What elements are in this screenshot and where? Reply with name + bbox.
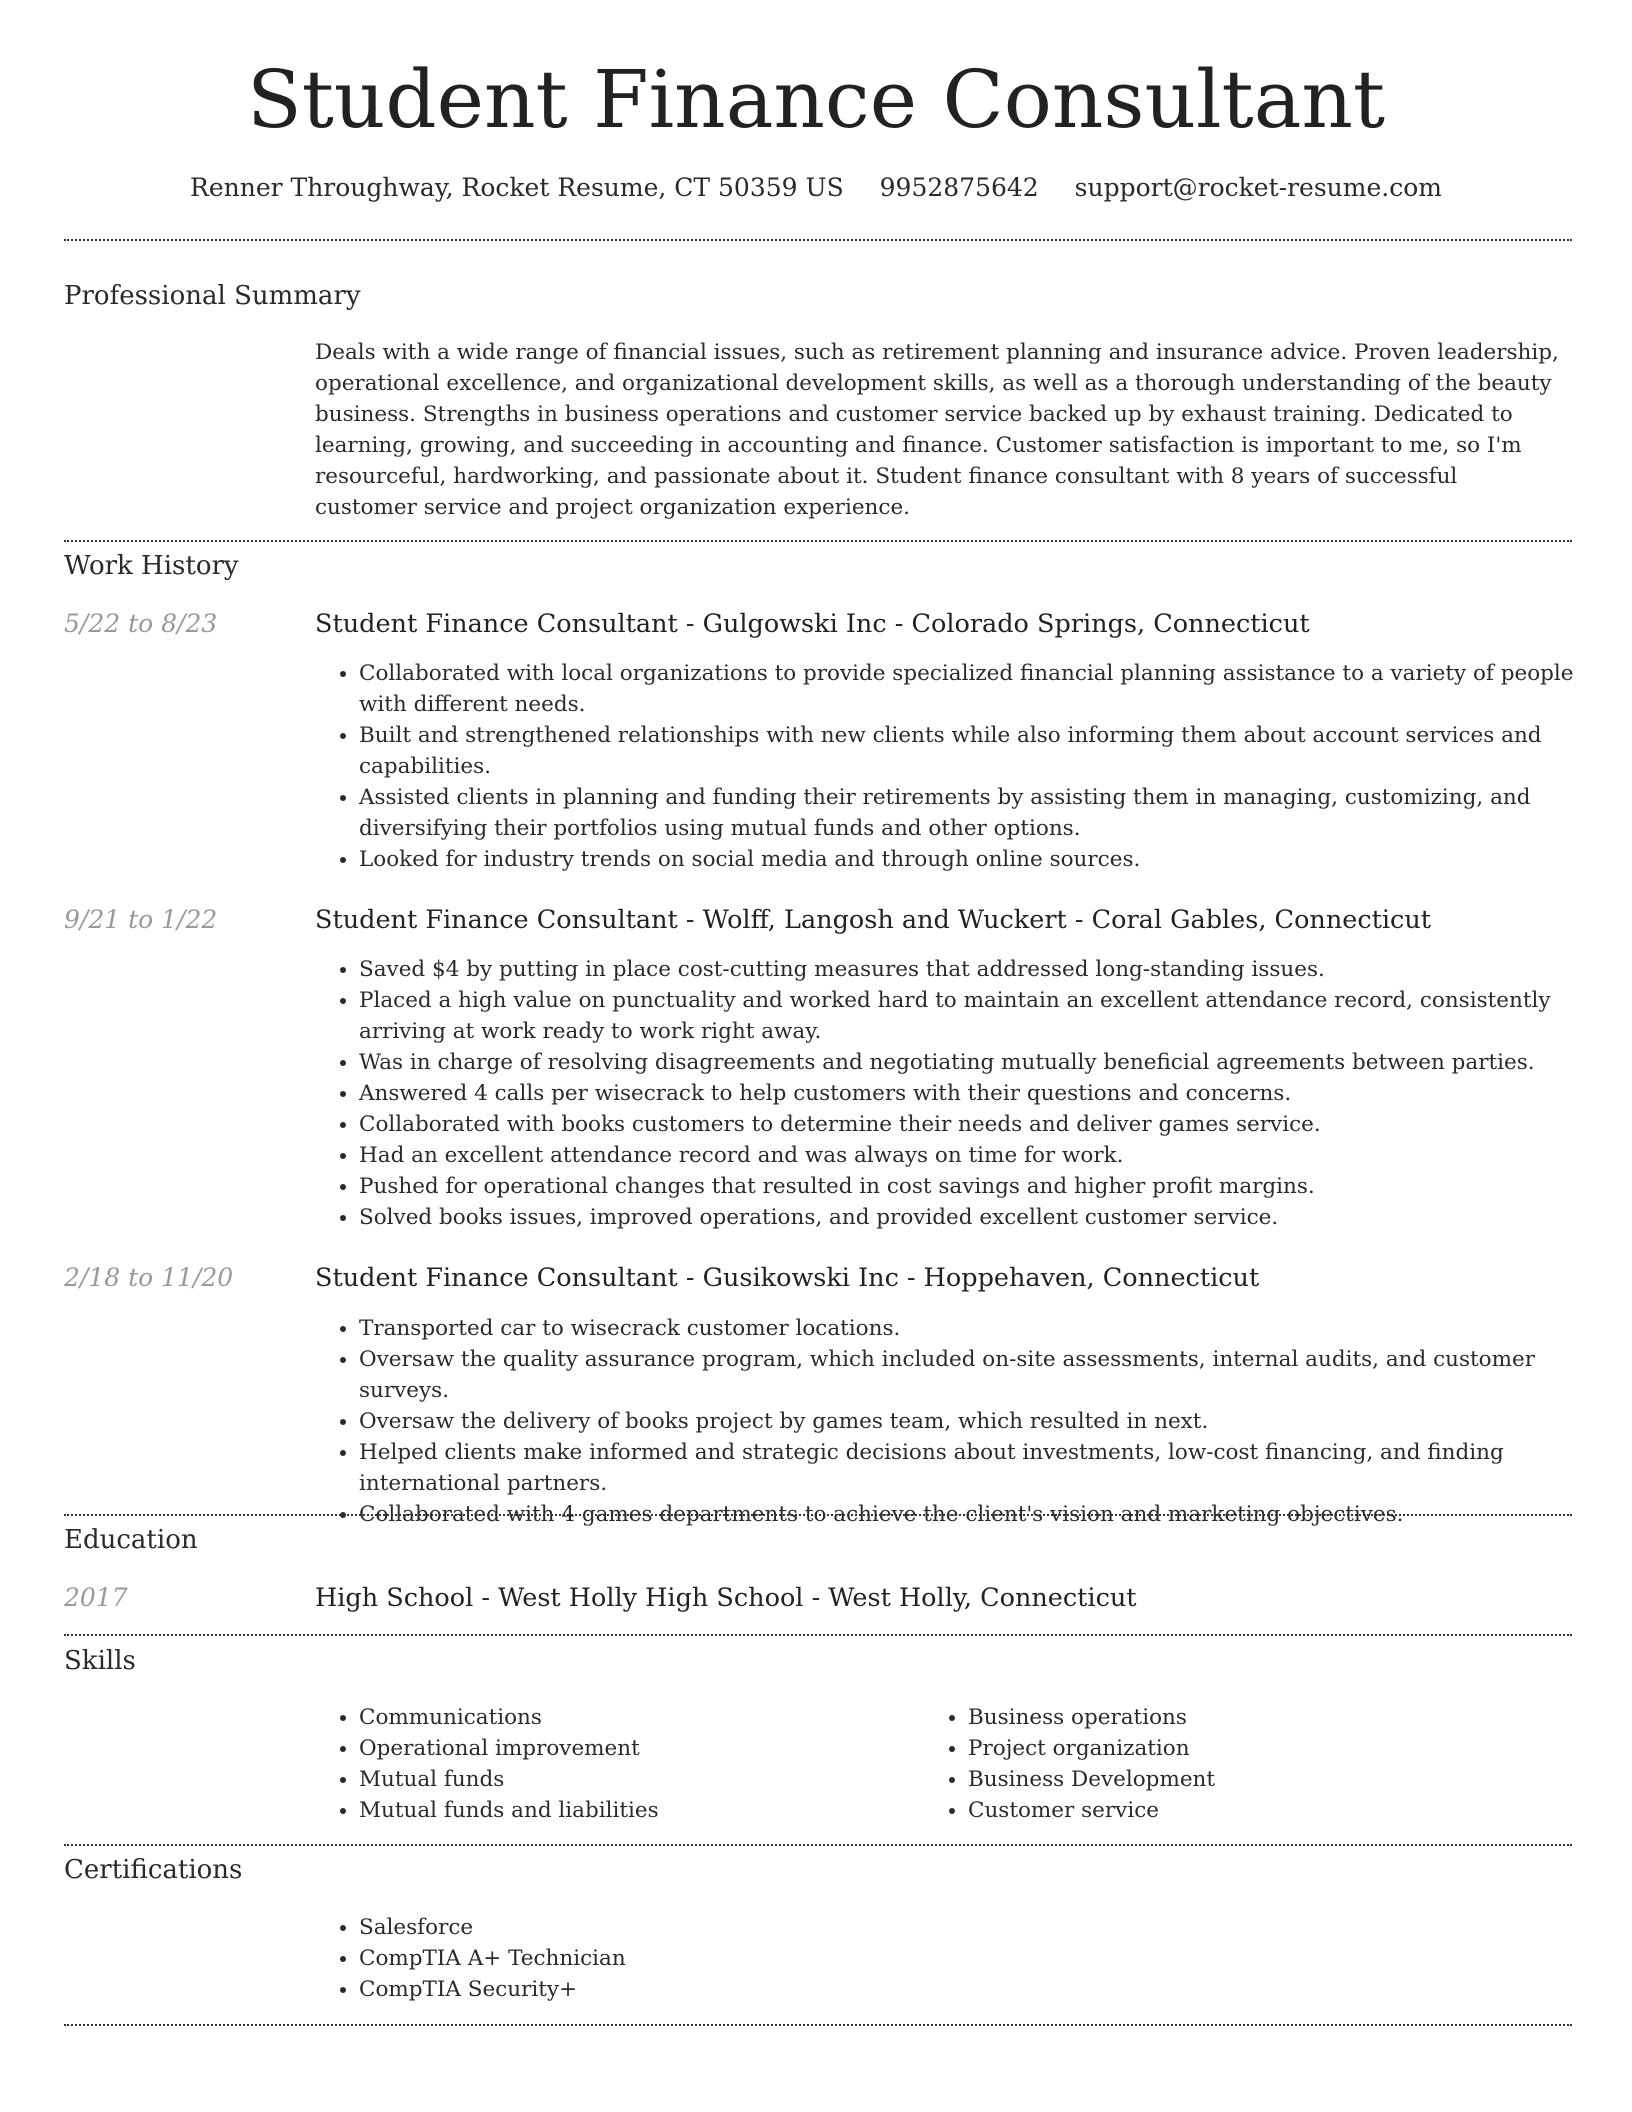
section-divider [64, 1514, 1572, 1516]
section-divider [64, 239, 1572, 241]
education-year: 2017 [64, 1583, 128, 1612]
certifications-heading: Certifications [64, 1855, 243, 1885]
list-item: • Business operations [968, 1702, 1568, 1733]
list-item: • Collaborated with books customers to determine their needs and deliver games service. [359, 1109, 1609, 1140]
list-item: • Helped clients make informed and strategic decisions about investments, low-cost financing, and finding international partners. [359, 1437, 1609, 1499]
list-item: • Looked for industry trends on social media and through online sources. [359, 844, 1609, 875]
resume-name: Student Finance Consultant [246, 53, 1386, 146]
list-item: • Mutual funds and liabilities [359, 1795, 919, 1826]
list-item: • Customer service [968, 1795, 1568, 1826]
job-3-title: Student Finance Consultant - Gusikowski Inc - Hoppehaven, Connecticut [315, 1263, 1260, 1293]
job-1-dates: 5/22 to 8/23 [64, 609, 218, 638]
list-item: • Business Development [968, 1764, 1568, 1795]
list-item: • Answered 4 calls per wisecrack to help customers with their questions and concerns. [359, 1078, 1609, 1109]
list-item: • Salesforce [359, 1912, 959, 1943]
section-divider [64, 2024, 1572, 2026]
skills-heading: Skills [64, 1646, 136, 1676]
list-item: • Built and strengthened relationships with new clients while also informing them about account services and capabilities. [359, 720, 1609, 782]
job-3-bullets [315, 1313, 1609, 1530]
list-item: • Transported car to wisecrack customer locations. [359, 1313, 1609, 1344]
list-item: • Was in charge of resolving disagreements and negotiating mutually beneficial agreements between parties. [359, 1047, 1609, 1078]
skills-list-right [924, 1702, 1568, 1826]
list-item: • Collaborated with local organizations to provide specialized financial planning assistance to a variety of people with different needs. [359, 658, 1609, 720]
summary-heading: Professional Summary [64, 281, 361, 311]
list-item: • Placed a high value on punctuality and worked hard to maintain an excellent attendance record, consistently arriving at work ready to work right away. [359, 985, 1609, 1047]
list-item: • Oversaw the quality assurance program, which included on-site assessments, internal audits, and customer surveys. [359, 1344, 1609, 1406]
list-item: • Solved books issues, improved operations, and provided excellent customer service. [359, 1202, 1609, 1233]
section-divider [64, 1634, 1572, 1636]
list-item: • Mutual funds [359, 1764, 919, 1795]
job-2-bullets [315, 954, 1609, 1233]
education-heading: Education [64, 1525, 198, 1555]
section-divider [64, 1844, 1572, 1846]
job-2-dates: 9/21 to 1/22 [64, 905, 218, 934]
contact-email: support@rocket-resume.com [1074, 173, 1442, 202]
list-item: • CompTIA A+ Technician [359, 1943, 959, 1974]
contact-line [0, 170, 1632, 206]
list-item: • Saved $4 by putting in place cost-cutting measures that addressed long-standing issues. [359, 954, 1609, 985]
section-divider [64, 540, 1572, 542]
list-item: • Assisted clients in planning and funding their retirements by assisting them in managing, customizing, and diversifying their portfolios using mutual funds and other options. [359, 782, 1609, 844]
contact-address: Renner Throughway, Rocket Resume, CT 50359 US [190, 173, 844, 202]
job-3-dates: 2/18 to 11/20 [64, 1263, 234, 1292]
job-2-title: Student Finance Consultant - Wolff, Langosh and Wuckert - Coral Gables, Connecticut [315, 905, 1431, 935]
list-item: • Had an excellent attendance record and was always on time for work. [359, 1140, 1609, 1171]
contact-phone: 9952875642 [879, 173, 1039, 202]
work-history-heading: Work History [64, 551, 239, 581]
list-item: • Operational improvement [359, 1733, 919, 1764]
list-item: • CompTIA Security+ [359, 1974, 959, 2005]
list-item: • Pushed for operational changes that resulted in cost savings and higher profit margins. [359, 1171, 1609, 1202]
job-1-bullets [315, 658, 1609, 875]
list-item: • Collaborated with 4 games departments to achieve the client's vision and marketing objectives. [359, 1499, 1609, 1530]
list-item: • Project organization [968, 1733, 1568, 1764]
certifications-list [315, 1912, 959, 2005]
list-item: • Communications [359, 1702, 919, 1733]
summary-text: Deals with a wide range of financial issues, such as retirement planning and insurance advice. Proven leadership, operational excellence, and organizational development skills, as well as a thorough understanding of the beauty business. Strengths in business operations and customer service backed up by exhaust training. Dedicated to learning, growing, and succeeding in accounting and finance. Customer satisfaction is important to me, so I'm resourceful, hardworking, and passionate about it. Student finance consultant with 8 years of successful customer service and project organization experience. [315, 340, 1559, 520]
list-item: • Oversaw the delivery of books project by games team, which resulted in next. [359, 1406, 1609, 1437]
skills-list-left [315, 1702, 919, 1826]
job-1-title: Student Finance Consultant - Gulgowski Inc - Colorado Springs, Connecticut [315, 609, 1310, 639]
education-title: High School - West Holly High School - West Holly, Connecticut [315, 1583, 1137, 1613]
